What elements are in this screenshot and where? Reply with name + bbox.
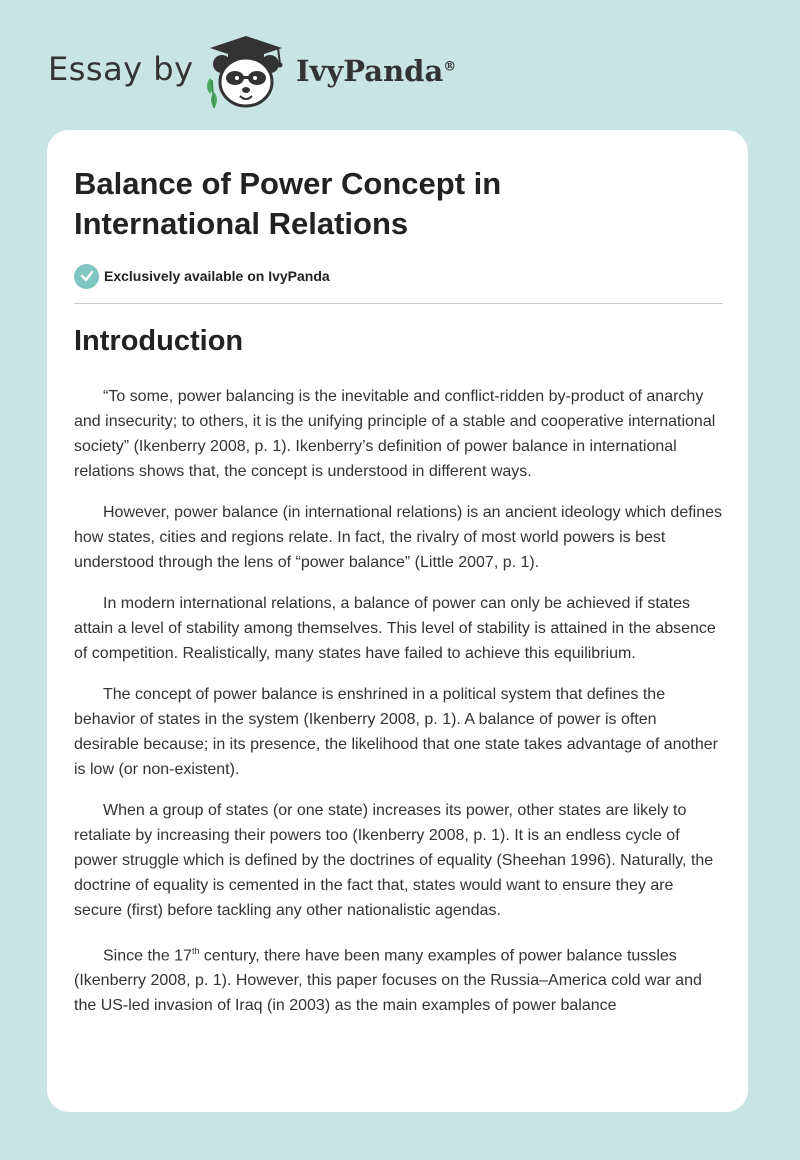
- paragraph: However, power balance (in international relations) is an ancient ideology which defines how states, cities and regions relate. In fact, the rivalry of most world powers is best understood through the lens of “power balance” (Little 2007, p. 1).: [74, 504, 723, 571]
- ivypanda-brand: [296, 54, 456, 88]
- site-header: [0, 0, 800, 130]
- checkmark-icon: [74, 264, 99, 289]
- paragraph: When a group of states (or one state) increases its power, other states are likely to retaliate by increasing their powers too (Ikenberry 2008, p. 1). It is an endless cycle of power struggle which is defined by the doctrines of equality (Sheehan 1996). Naturally, the doctrine of equality is cemented in the fact that, states would want to ensure they are secure (first) before tackling any other nationalistic agendas.: [74, 802, 714, 919]
- essay-card: [47, 130, 748, 1112]
- paragraph: “To some, power balancing is the inevitable and conflict-ridden by-product of anarchy and insecurity; to others, it is the unifying principle of a stable and cooperative international society” (Ikenberry 2008, p. 1). Ikenberry’s definition of power balance in international relations shows that, the concept is understood in different ways.: [74, 388, 716, 480]
- essay-by-label: Essay by: [48, 50, 194, 88]
- badge-text: Exclusively available on IvyPanda: [104, 268, 330, 284]
- ordinal-suffix: th: [191, 946, 200, 956]
- paragraph: [74, 939, 724, 1018]
- exclusive-badge: [74, 263, 330, 289]
- essay-body: [74, 384, 724, 1034]
- divider: [74, 303, 723, 304]
- registered-mark: ®: [443, 59, 457, 75]
- paragraph-text: century, there have been many examples of power balance tussles (Ikenberry 2008, p. 1). However, this paper focuses on the Russia–America cold war and the US-led invasion of Iraq (in 2003) as the main examples of power balance: [74, 947, 702, 1015]
- section-heading: Introduction: [74, 325, 244, 357]
- brand-name: IvyPanda: [296, 54, 444, 88]
- paragraph-text: Since the 17: [103, 947, 192, 965]
- paragraph: In modern international relations, a balance of power can only be achieved if states attain a level of stability among themselves. This level of stability is attained in the absence of competition. Realistically, many states have failed to achieve this equilibrium.: [74, 595, 716, 662]
- ivypanda-logo-icon: [200, 34, 292, 110]
- paragraph: The concept of power balance is enshrined in a political system that defines the behavior of states in the system (Ikenberry 2008, p. 1). A balance of power is often desirable because; in its presence, the likelihood that one state takes advantage of another is low (or non-existent).: [74, 686, 718, 778]
- essay-title: Balance of Power Concept in International Relations: [74, 166, 502, 241]
